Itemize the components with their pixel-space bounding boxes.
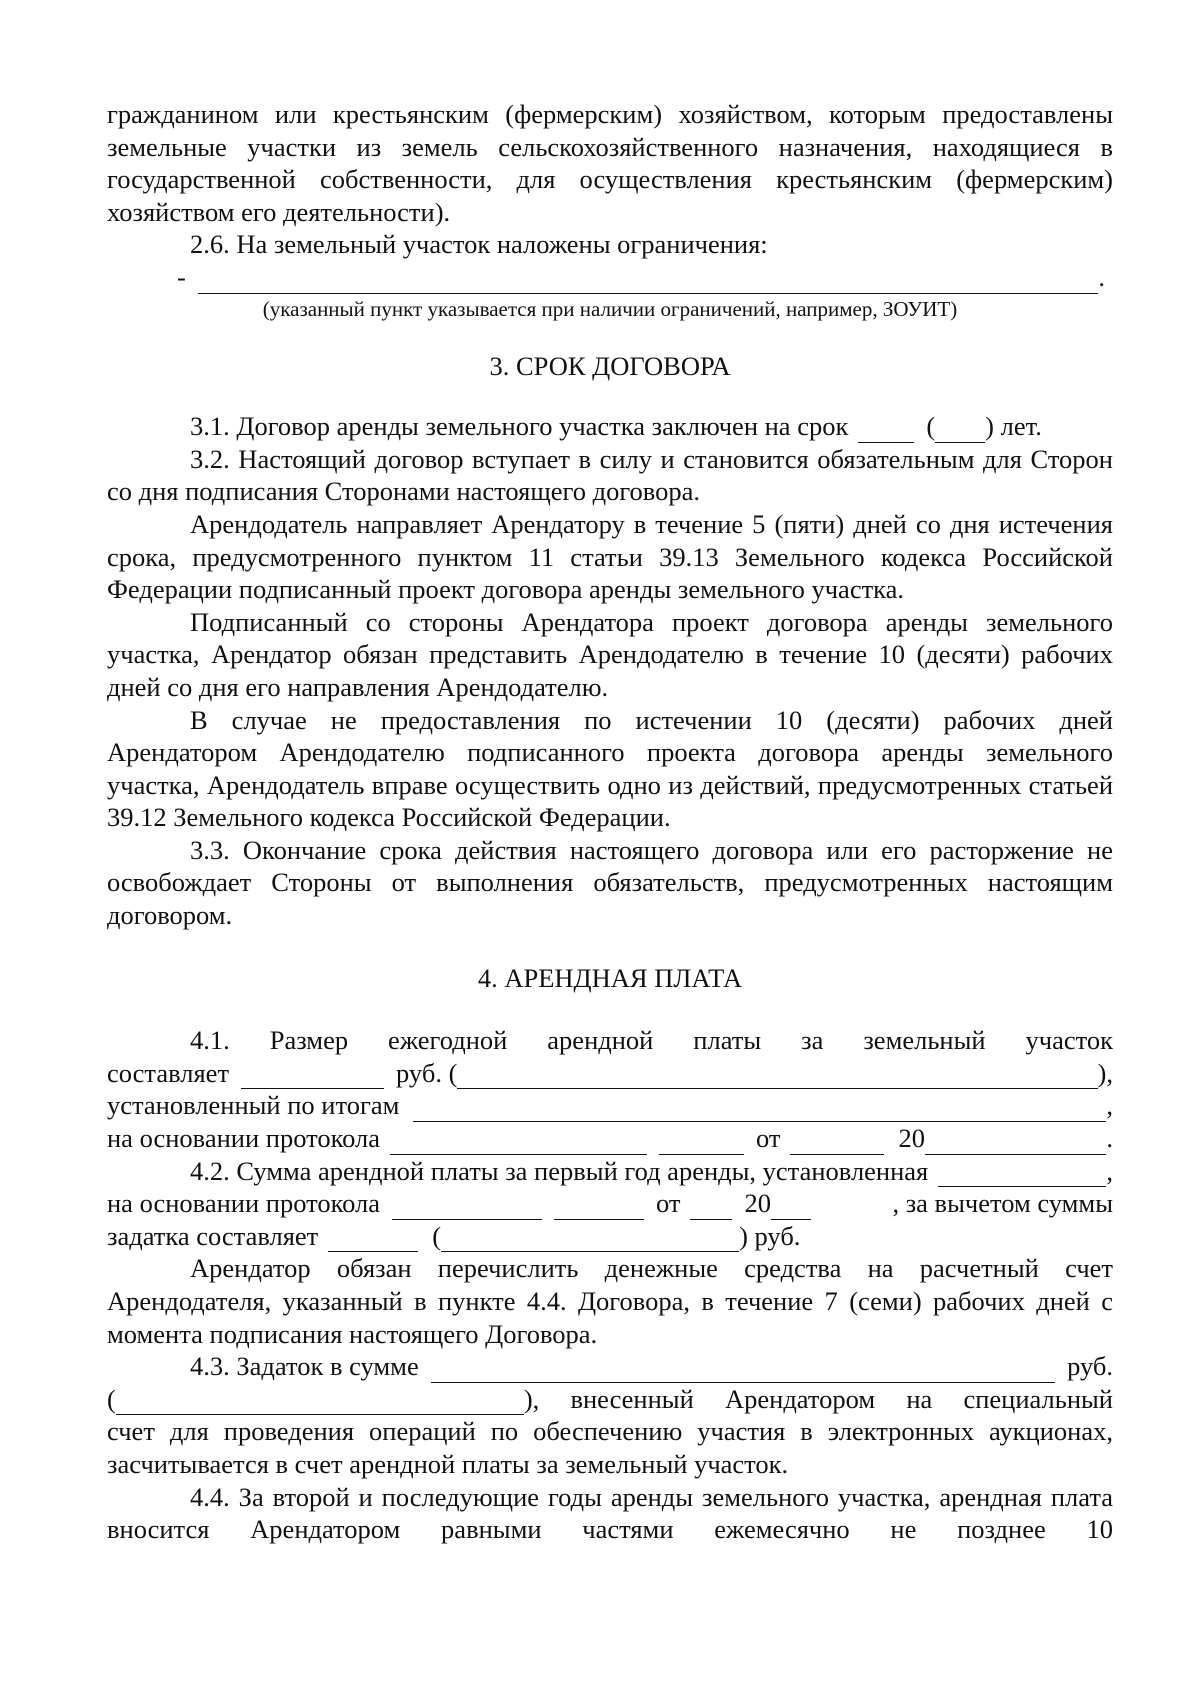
deposit-currency: ) руб. <box>739 1220 801 1251</box>
year-prefix: 20 <box>898 1123 925 1154</box>
rent-amount-blank <box>241 1063 384 1089</box>
paragraph-4-2-line-3 <box>107 1220 1113 1253</box>
protocol-year-blank-2 <box>771 1194 811 1220</box>
document-page <box>107 98 1113 1546</box>
term-open-paren: ( <box>926 411 936 442</box>
first-year-comma: , <box>1106 1155 1113 1186</box>
rent-currency-text: руб. ( <box>396 1057 458 1088</box>
deposit-special-account-text: ), внесенный Арендатором на специальный <box>523 1383 1113 1414</box>
deposit-words-open-paren: ( <box>107 1383 116 1414</box>
deposit-sum-words-blank <box>116 1389 524 1415</box>
deduction-text: , за вычетом суммы <box>892 1188 1113 1219</box>
rent-close-paren: ), <box>1097 1057 1113 1088</box>
paragraph-4-1-head: 4.1. Размер ежегодной арендной платы за земельный участок <box>190 1025 1113 1056</box>
results-label: установленный по итогам <box>107 1090 400 1121</box>
results-blank <box>413 1096 1106 1122</box>
deposit-sum-currency: руб. <box>1067 1351 1113 1382</box>
deposit-open-paren: ( <box>432 1220 442 1251</box>
protocol-name-blank <box>390 1129 647 1155</box>
protocol-label-2: на основании протокола <box>107 1188 380 1219</box>
first-year-rent-blank <box>938 1161 1106 1187</box>
protocol-line <box>107 1122 1113 1155</box>
term-years-text: ) лет. <box>985 411 1042 442</box>
deposit-amount-blank <box>328 1226 418 1252</box>
paragraph-4-3-line-2 <box>107 1383 1113 1416</box>
paragraph-2-6: 2.6. На земельный участок наложены ограничения: <box>190 229 768 260</box>
deposit-sum-blank <box>431 1357 1055 1383</box>
rent-amount-label: составляет <box>107 1057 230 1088</box>
paragraph-4-3-line-1 <box>107 1350 1113 1383</box>
term-blank <box>858 417 914 443</box>
restrictions-note: (указанный пункт указывается при наличии ограничений, например, ЗОУИТ) <box>262 296 958 321</box>
paragraph-4-2-line-2 <box>107 1187 1113 1220</box>
protocol-label: на основании протокола <box>107 1123 380 1154</box>
restrictions-line <box>177 261 1105 294</box>
year-prefix-2: 20 <box>744 1188 771 1219</box>
deposit-sum-label: 4.3. Задаток в сумме <box>190 1351 419 1382</box>
section-4-heading: 4. АРЕНДНАЯ ПЛАТА <box>477 962 743 993</box>
from-label-2: от <box>656 1188 681 1219</box>
results-line <box>107 1089 1113 1122</box>
protocol-period: . <box>1106 1123 1113 1154</box>
paragraph-4-2-b: Арендатор обязан перечислить денежные средства на расчетный счет Арендодателя, указанный в пункте 4.4. Договора, в течение 7 (семи) рабочих дней с момента подписания настоящего Договора. <box>107 1253 1113 1349</box>
from-label: от <box>756 1123 781 1154</box>
paragraph-3-2-b: Подписанный со стороны Арендатора проект договора аренды земельного участка, Арендатор обязан представить Арендодателю в течение 10 (десяти) рабочих дней со дня его направления Арендодателю. <box>107 606 1113 702</box>
rent-words-blank <box>457 1063 1097 1089</box>
protocol-date-blank <box>790 1129 884 1155</box>
period-mark: . <box>1098 261 1105 292</box>
deposit-words-blank <box>441 1226 739 1252</box>
section-3-heading: 3. СРОК ДОГОВОРА <box>489 350 731 381</box>
restrictions-blank <box>198 268 1099 294</box>
paragraph-3-2: 3.2. Настоящий договор вступает в силу и становится обязательным для Сторон со дня подписания Сторонами настоящего договора. <box>107 443 1113 507</box>
paragraph-4-4: 4.4. За второй и последующие годы аренды земельного участка, арендная плата вносится Арендатором равными частями ежемесячно не позднее 10 <box>107 1481 1113 1545</box>
protocol-date-blank-2 <box>690 1194 732 1220</box>
dash-mark: - <box>177 261 186 292</box>
rent-amount-line <box>107 1057 1113 1090</box>
deposit-label: задатка составляет <box>107 1220 319 1251</box>
protocol-number-blank <box>659 1129 744 1155</box>
paragraph-4-2-line-1 <box>107 1155 1113 1188</box>
paragraph-4-3-rest: счет для проведения операций по обеспечению участия в электронных аукционах, засчитывается в счет арендной платы за земельный участок. <box>107 1416 1113 1479</box>
protocol-number-blank-2 <box>554 1194 644 1220</box>
protocol-name-blank-2 <box>392 1194 542 1220</box>
paragraph-3-2-c: В случае не предоставления по истечении 10 (десяти) рабочих дней Арендатором Арендодателю подписанного проекта договора аренды земельного участка, Арендодатель вправе осуществить одно из действий, предусмотренных статьей 39.12 Земельного кодекса Российской Федерации. <box>107 704 1113 833</box>
paragraph-2-5-end: гражданином или крестьянским (фермерским) хозяйством, которым предоставлены земельные участки из земель сельскохозяйственного назначения, находящиеся в государственной собственности, для осуществления крестьянским (фермерским) хозяйством его деятельности). <box>107 99 1113 227</box>
term-words-blank <box>935 417 985 443</box>
results-comma: , <box>1106 1090 1113 1121</box>
paragraph-3-3: 3.3. Окончание срока действия настоящего договора или его расторжение не освобождает Стороны от выполнения обязательств, предусмотренных настоящим договором. <box>107 834 1113 931</box>
paragraph-3-1 <box>107 410 1113 443</box>
term-text: 3.1. Договор аренды земельного участка заключен на срок <box>190 411 849 442</box>
paragraph-3-2-a: Арендодатель направляет Арендатору в течение 5 (пяти) дней со дня истечения срока, предусмотренного пунктом 11 статьи 39.13 Земельного кодекса Российской Федерации подписанный проект договора аренды земельного участка. <box>107 508 1113 605</box>
first-year-rent-text: 4.2. Сумма арендной платы за первый год аренды, установленная <box>190 1155 929 1186</box>
protocol-year-blank <box>925 1129 1106 1155</box>
